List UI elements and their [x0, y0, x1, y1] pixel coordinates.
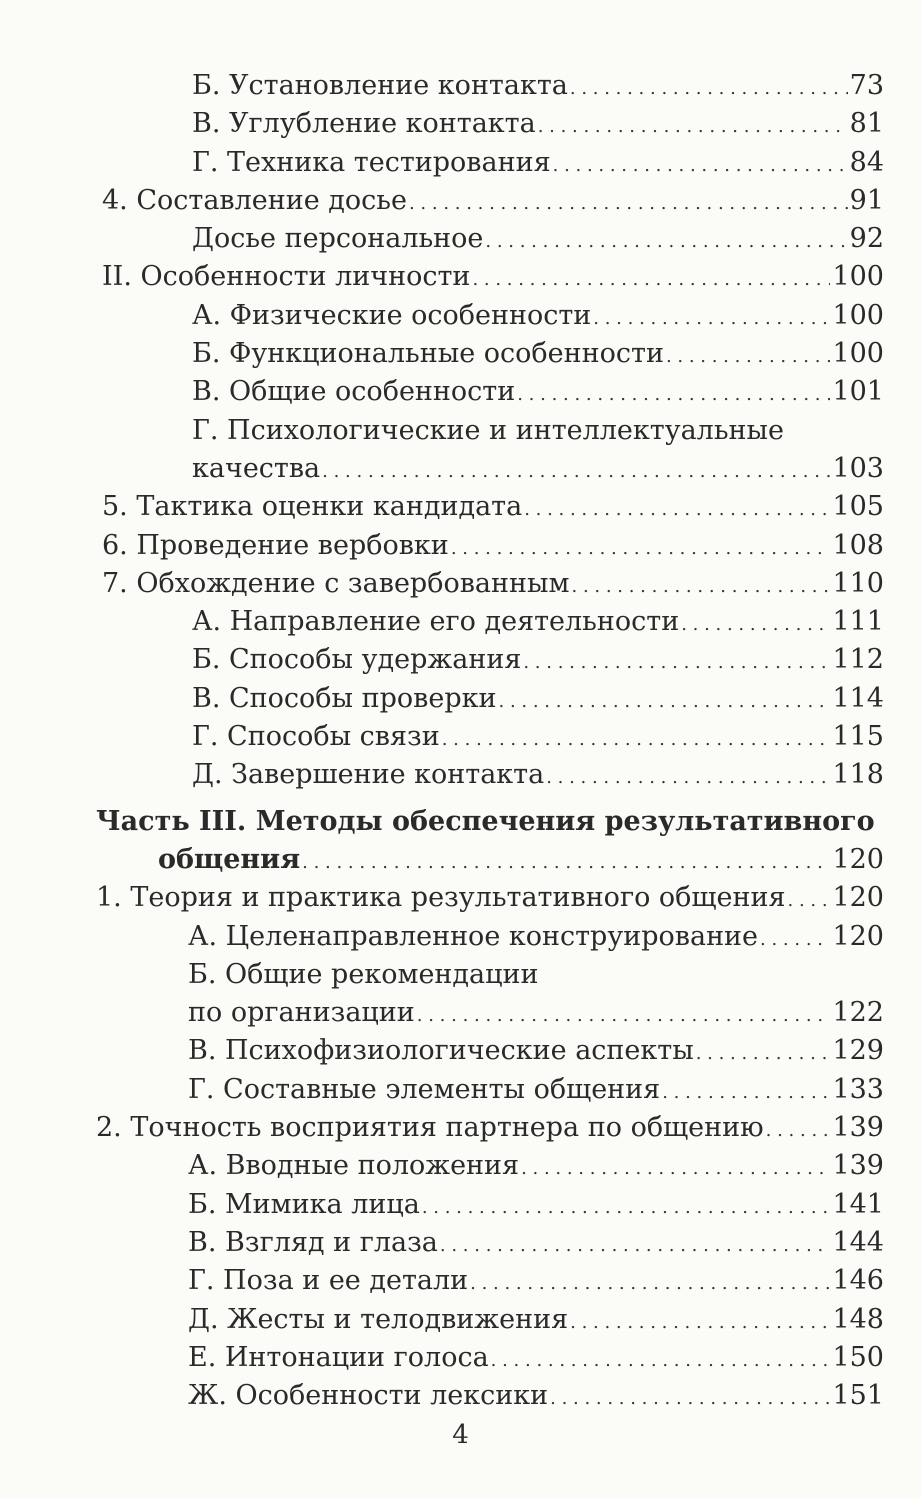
- leader-dots: [440, 1224, 831, 1265]
- leader-dots: [546, 756, 830, 797]
- leader-dots: [302, 841, 830, 882]
- toc-entry: Д. Жесты и телодвижения . . . 148: [96, 1301, 884, 1339]
- toc-entry: В. Способы проверки . . . 114: [96, 680, 884, 718]
- leader-dots: [681, 603, 830, 644]
- toc-entry-wrapped: Г. Психологические и интеллектуальные: [192, 414, 784, 446]
- leader-dots: [451, 527, 831, 568]
- toc-entry: по организации . . . 122: [96, 994, 884, 1032]
- leader-dots: [570, 1301, 830, 1342]
- leader-dots: [521, 1147, 830, 1188]
- leader-dots: [517, 373, 830, 414]
- leader-dots: [760, 918, 830, 959]
- toc-entry: Д. Завершение контакта . . . 118: [96, 756, 884, 794]
- toc-entry: А. Физические особенности . . . 100: [96, 297, 884, 335]
- leader-dots: [442, 718, 831, 759]
- toc-entry: Г. Поза и ее детали . . . 146: [96, 1262, 884, 1300]
- leader-dots: [491, 1339, 831, 1380]
- toc-entry: Г. Способы связи . . . 115: [96, 718, 884, 756]
- toc-entry: 6. Проведение вербовки . . . 108: [96, 527, 884, 565]
- leader-dots: [422, 1186, 831, 1227]
- toc-entry: В. Углубление контакта . . . 81: [96, 105, 884, 143]
- toc-entry: В. Взгляд и глаза . . . 144: [96, 1224, 884, 1262]
- leader-dots: [485, 220, 847, 261]
- page-number: 4: [452, 1420, 469, 1450]
- toc-entry: Ж. Особенности лексики . . . 151: [96, 1377, 884, 1415]
- toc-entry: 4. Составление досье . . . 91: [96, 182, 884, 220]
- leader-dots: [472, 258, 830, 299]
- leader-dots: [523, 641, 830, 682]
- leader-dots: [470, 1262, 830, 1303]
- toc-entry: Е. Интонации голоса . . . 150: [96, 1339, 884, 1377]
- toc-entry: 1. Теория и практика результативного общения . . . 120: [96, 879, 884, 917]
- toc-entry: Б. Установление контакта . . . 73: [96, 67, 884, 105]
- leader-dots: [550, 1377, 830, 1418]
- leader-dots: [593, 297, 830, 338]
- toc-entry: Досье персональное . . . 92: [96, 220, 884, 258]
- leader-dots: [409, 182, 848, 223]
- toc-part-heading: Часть III. Методы обеспечения результативного: [96, 805, 875, 837]
- toc-entry: 7. Обхождение с завербованным . . . 110: [96, 565, 884, 603]
- toc-entry: качества . . . 103: [96, 450, 884, 488]
- leader-dots: [572, 565, 831, 606]
- leader-dots: [570, 67, 848, 108]
- toc-entry: II. Особенности личности . . . 100: [96, 258, 884, 296]
- toc-entry: А. Направление его деятельности . . . 111: [96, 603, 884, 641]
- toc-entry: Б. Мимика лица . . . 141: [96, 1186, 884, 1224]
- toc-entry: В. Общие особенности . . . 101: [96, 373, 884, 411]
- toc-entry: Б. Функциональные особенности . . . 100: [96, 335, 884, 373]
- toc-entry: А. Вводные положения . . . 139: [96, 1147, 884, 1185]
- leader-dots: [538, 105, 848, 146]
- toc-part-heading-cont: общения . . . 120: [96, 841, 884, 879]
- toc-entry: Г. Техника тестирования . . . 84: [96, 144, 884, 182]
- leader-dots: [417, 994, 831, 1035]
- toc-entry: 2. Точность восприятия партнера по общению . . . 139: [96, 1109, 884, 1147]
- table-of-contents: [96, 67, 884, 1415]
- toc-entry: В. Психофизиологические аспекты . . . 129: [96, 1032, 884, 1070]
- leader-dots: [499, 680, 831, 721]
- toc-entry-wrapped: Б. Общие рекомендации: [188, 958, 539, 990]
- leader-dots: [766, 1109, 831, 1150]
- leader-dots: [662, 1071, 830, 1112]
- leader-dots: [788, 879, 831, 920]
- leader-dots: [553, 144, 848, 185]
- toc-entry: А. Целенаправленное конструирование . . . 120: [96, 918, 884, 956]
- toc-entry: Б. Способы удержания . . . 112: [96, 641, 884, 679]
- leader-dots: [524, 488, 830, 529]
- leader-dots: [696, 1032, 831, 1073]
- toc-entry: Г. Составные элементы общения . . . 133: [96, 1071, 884, 1109]
- toc-entry: 5. Тактика оценки кандидата . . . 105: [96, 488, 884, 526]
- leader-dots: [322, 450, 830, 491]
- leader-dots: [666, 335, 831, 376]
